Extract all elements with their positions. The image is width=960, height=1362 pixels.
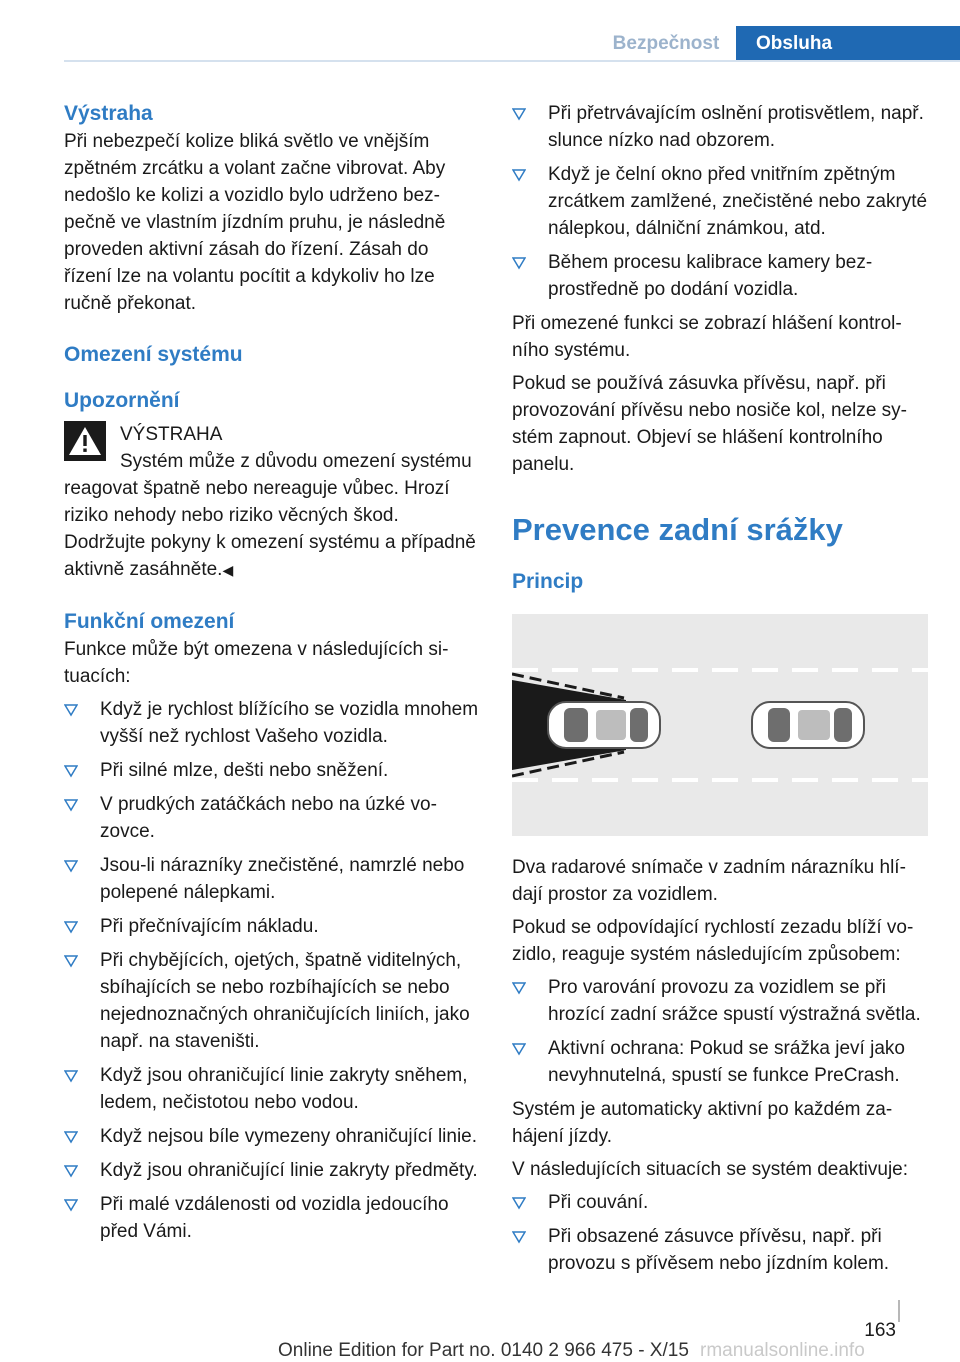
triangle-bullet-icon (64, 920, 78, 934)
list-item: Při chybějících, ojetých, špatně viditelných, sbíhajících se nebo rozbíhajících se nebo nejednoznačných ohraničujících liniích, jako např. na staveništi. (64, 947, 480, 1055)
limits-continued-list (512, 100, 928, 303)
triangle-bullet-icon (64, 1130, 78, 1144)
triangle-bullet-icon (512, 107, 526, 121)
list-item: V prudkých zatáčkách nebo na úzké vozovce. (64, 791, 480, 845)
functional-limits-intro: Funkce může být omezena v následujících situacích: (64, 639, 449, 687)
triangle-bullet-icon (512, 1196, 526, 1210)
trailer-socket-text: Pokud se používá zásuvka přívěsu, např. při provozování přívěsu nebo nosiče kol, nelze systém zapnout. Objeví se hlášení kontrolního panelu. (512, 373, 907, 475)
triangle-bullet-icon (512, 1230, 526, 1244)
radar-text: Dva radarové snímače v zadním nárazníku hlídají prostor za vozidlem. (512, 857, 906, 905)
warning-text: Při nebezpečí kolize bliká světlo ve vnějším zpětném zrcátku a volant začne vibrovat. Aby nedošlo ke kolizi a vozidlo bylo udrženo bezpečně ve vlastním jízdním pruhu, je následně proveden aktivní zásah do řízení. Zásah do řízení lze na volantu pocítit a kdykoliv ho lze ručně překonat. (64, 131, 446, 314)
page-footer (0, 1300, 960, 1362)
list-item: Při přetrvávajícím oslnění protisvětlem, např. slunce nízko nad obzorem. (512, 100, 928, 154)
list-item: Jsou-li nárazníky znečistěné, namrzlé nebo polepené nálepkami. (64, 852, 480, 906)
rear-radar-diagram (512, 614, 928, 836)
notes-title: Upozornění (64, 389, 180, 412)
chapter-tab-safety[interactable]: Bezpečnost (612, 33, 720, 54)
list-item: Během procesu kalibrace kamery bezprostředně po dodání vozidla. (512, 249, 928, 303)
page-header (0, 0, 960, 62)
edition-note: Online Edition for Part no. 0140 2 966 475 - X/15 (278, 1340, 689, 1361)
triangle-bullet-icon (64, 703, 78, 717)
triangle-bullet-icon (64, 798, 78, 812)
reaction-list (512, 974, 928, 1089)
auto-active-text: Systém je automaticky aktivní po každém zahájení jízdy. (512, 1099, 893, 1147)
following-car-icon (548, 702, 660, 748)
triangle-bullet-icon (64, 1198, 78, 1212)
warning-triangle-icon (64, 421, 106, 461)
warning-body: Systém může z důvodu omezení systému reagovat špatně nebo nereaguje vůbec. Hrozí riziko nehody nebo riziko věcných škod. Dodržujte pokyny k omezení systému a případně aktivně zasáhněte. (64, 451, 476, 580)
triangle-bullet-icon (512, 256, 526, 270)
chapter-tab-operation[interactable]: Obsluha (736, 26, 960, 62)
triangle-bullet-icon (64, 954, 78, 968)
list-item: Při couvání. (512, 1189, 928, 1216)
warning-title: Výstraha (64, 102, 153, 125)
list-item: Když nejsou bíle vymezeny ohraničující linie. (64, 1123, 480, 1150)
deactivation-list (512, 1189, 928, 1277)
principle-title: Princip (512, 570, 584, 593)
triangle-bullet-icon (64, 1069, 78, 1083)
triangle-bullet-icon (512, 981, 526, 995)
triangle-bullet-icon (512, 1042, 526, 1056)
right-column (512, 100, 928, 1284)
list-item: Při silné mlze, dešti nebo sněžení. (64, 757, 480, 784)
warning-box (64, 421, 480, 584)
footer-divider (898, 1300, 900, 1322)
triangle-bullet-icon (64, 764, 78, 778)
triangle-bullet-icon (512, 168, 526, 182)
triangle-bullet-icon (64, 859, 78, 873)
left-column (64, 100, 480, 1252)
site-watermark: rmanualsonline.info (700, 1340, 865, 1361)
end-mark-icon: ◀ (222, 562, 234, 578)
limited-function-text: Při omezené funkci se zobrazí hlášení kontrolního systému. (512, 313, 902, 361)
warning-label: VÝSTRAHA (120, 424, 223, 445)
functional-limits-title: Funkční omezení (64, 610, 235, 633)
list-item: Když je čelní okno před vnitřním zpětným zrcátkem zamlžené, znečistěné nebo zakryté nálepkou, dálniční známkou, atd. (512, 161, 928, 242)
header-divider (64, 60, 960, 62)
deactivation-text: V následujících situacích se systém deaktivuje: (512, 1159, 909, 1180)
list-item: Když je rychlost blížícího se vozidla mnohem vyšší než rychlost Vašeho vozidla. (64, 696, 480, 750)
list-item: Když jsou ohraničující linie zakryty sněhem, ledem, nečistotou nebo vodou. (64, 1062, 480, 1116)
rear-radar-illustration (512, 614, 928, 836)
approach-text: Pokud se odpovídající rychlostí zezadu blíží vozidlo, reaguje systém následujícím způsobem: (512, 917, 914, 965)
own-car-icon (752, 702, 864, 748)
list-item: Když jsou ohraničující linie zakryty předměty. (64, 1157, 480, 1184)
list-item: Aktivní ochrana: Pokud se srážka jeví jako nevyhnutelná, spustí se funkce PreCrash. (512, 1035, 928, 1089)
triangle-bullet-icon (64, 1164, 78, 1178)
list-item: Pro varování provozu za vozidlem se při hrozící zadní srážce spustí výstražná světla. (512, 974, 928, 1028)
list-item: Při obsazené zásuvce přívěsu, např. při provozu s přívěsem nebo jízdním kolem. (512, 1223, 928, 1277)
section-title-limits: Omezení systému (64, 343, 243, 366)
list-item: Při malé vzdálenosti od vozidla jedoucího před Vámi. (64, 1191, 480, 1245)
section-title-rear-collision: Prevence zadní srážky (512, 512, 843, 547)
functional-limits-list (64, 696, 480, 1245)
page-number: 163 (864, 1320, 896, 1341)
list-item: Při přečnívajícím nákladu. (64, 913, 480, 940)
